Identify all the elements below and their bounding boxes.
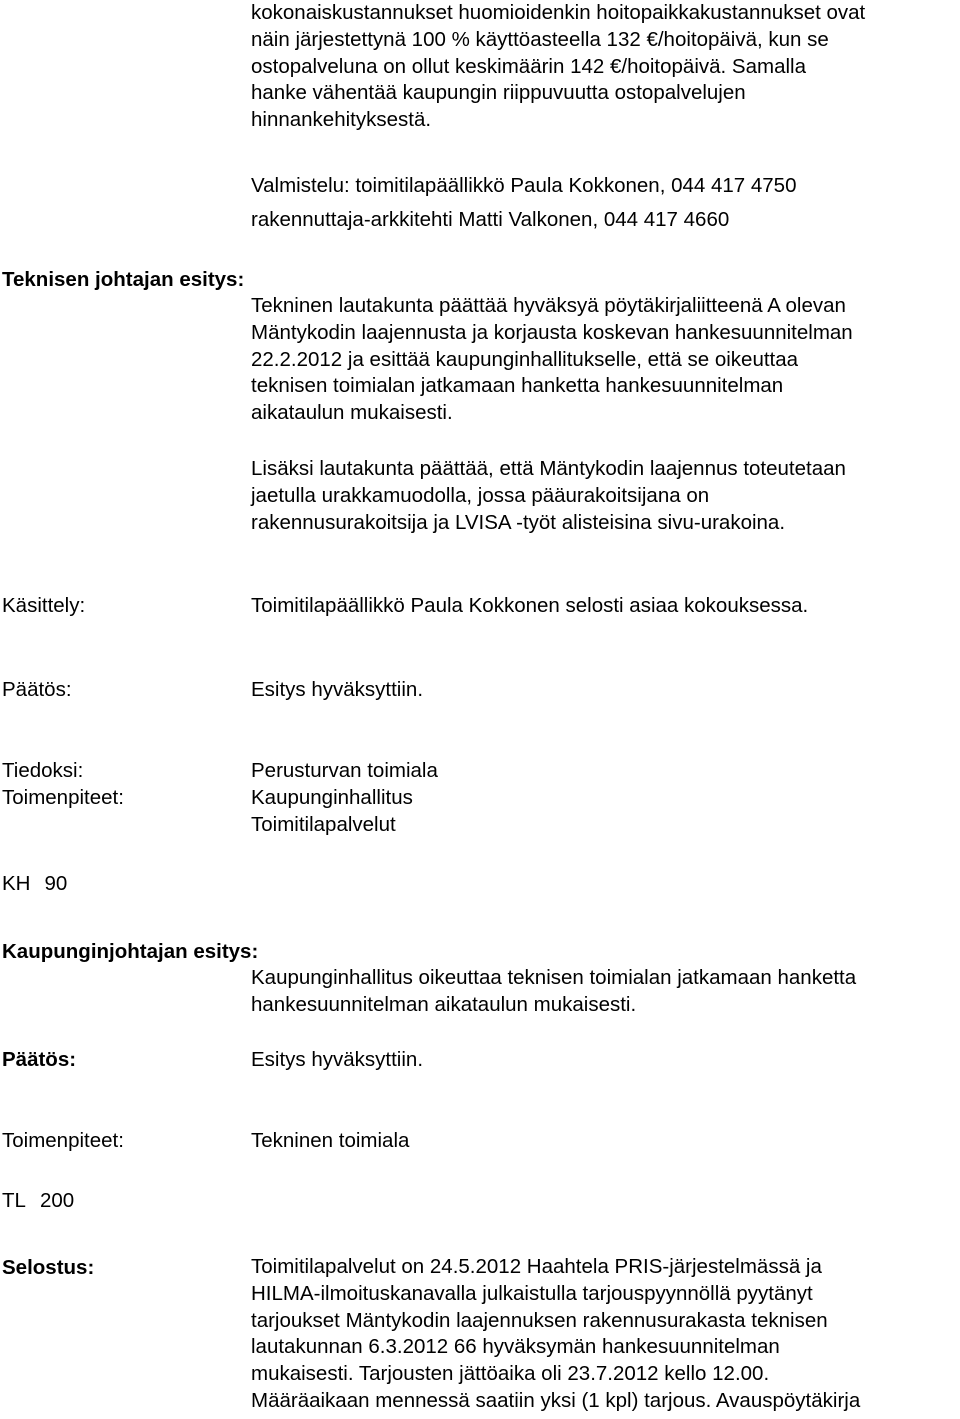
kasittely-text: Toimitilapäällikkö Paula Kokkonen selosti asiaa kokouksessa. [251,594,809,617]
tl-body: TL [2,1189,26,1212]
selostus-line: mukaisesti. Tarjousten jättöaika oli 23.7.2012 kello 12.00. [251,1362,770,1386]
kj-esitys-line: hankesuunnitelman aikataulun mukaisesti. [251,992,637,1016]
toimenpiteet-label: Toimenpiteet: [2,1129,124,1152]
intro-line: hanke vähentää kaupungin riippuvuutta ostopalvelujen [251,81,746,105]
paatos-label: Päätös: [2,1048,77,1071]
toimenpiteet-label: Toimenpiteet: [2,786,124,809]
tl-section-number: 200 [39,1189,75,1212]
valmistelu-line-2: rakennuttaja-arkkitehti Matti Valkonen, 044 417 4660 [251,208,730,231]
selostus-paragraph [251,1254,956,1415]
tj-esitys-line: jaetulla urakkamuodolla, jossa pääurakoitsijana on [251,483,710,507]
tj-esitys-line: Mäntykodin laajennusta ja korjausta koskevan hankesuunnitelman [251,320,853,344]
tj-esitys-paragraph-2 [251,456,956,536]
selostus-label: Selostus: [2,1256,95,1279]
intro-line: hinnankehityksestä. [251,108,432,132]
tl-section-heading [2,1187,74,1214]
toimenpiteet-text: Tekninen toimiala [251,1129,410,1152]
kh-section-number: 90 [44,872,68,895]
paatos-text: Esitys hyväksyttiin. [251,678,424,701]
selostus-line: HILMA-ilmoituskanavalla julkaistulla tarjouspyynnöllä pyytänyt [251,1281,813,1305]
paatos-label: Päätös: [2,678,72,701]
tj-esitys-paragraph-1 [251,293,956,427]
tiedoksi-item: Perusturvan toimiala [251,759,438,782]
kasittely-label: Käsittely: [2,594,86,617]
selostus-line: Toimitilapalvelut on 24.5.2012 Haahtela PRIS-järjestelmässä ja [251,1255,822,1278]
tj-esitys-line: teknisen toimialan jatkamaan hanketta hankesuunnitelman [251,374,784,398]
selostus-line: tarjoukset Mäntykodin laajennuksen rakennusurakasta teknisen [251,1308,828,1332]
kh-section-heading [2,870,67,897]
tj-esitys-label: Teknisen johtajan esitys: [2,268,245,291]
tiedoksi-item: Toimitilapalvelut [251,813,396,836]
intro-line: kokonaiskustannukset huomioidenkin hoitopaikkakustannukset ovat [251,1,866,24]
tj-esitys-line: aikataulun mukaisesti. [251,401,453,425]
kj-esitys-label: Kaupunginjohtajan esitys: [2,940,259,963]
intro-line: ostopalveluna on ollut keskimäärin 142 €/hoitopäivä. Samalla [251,54,806,78]
selostus-line: Määräaikaan mennessä saatiin yksi (1 kpl) tarjous. Avauspöytäkirja [251,1388,861,1412]
tj-esitys-line: 22.2.2012 ja esittää kaupunginhallitukselle, että se oikeuttaa [251,347,799,371]
tj-esitys-line: rakennusurakoitsija ja LVISA -työt alisteisina sivu-urakoina. [251,510,786,534]
tiedoksi-label: Tiedoksi: [2,759,84,782]
kh-body: KH [2,872,31,895]
kj-esitys-line: Kaupunginhallitus oikeuttaa teknisen toimialan jatkamaan hanketta [251,966,857,989]
selostus-line: lautakunnan 6.3.2012 66 hyväksymän hankesuunnitelman [251,1335,780,1359]
tj-esitys-line: Tekninen lautakunta päättää hyväksyä pöytäkirjaliitteenä A olevan [251,294,846,317]
tiedoksi-item: Kaupunginhallitus [251,786,413,809]
kj-esitys-paragraph [251,965,956,1019]
intro-line: näin järjestettynä 100 % käyttöasteella 132 €/hoitopäivä, kun se [251,27,829,51]
paatos-text: Esitys hyväksyttiin. [251,1048,424,1071]
intro-paragraph [251,0,956,134]
valmistelu-line-1: Valmistelu: toimitilapäällikkö Paula Kokkonen, 044 417 4750 [251,174,797,197]
tj-esitys-line: Lisäksi lautakunta päättää, että Mäntykodin laajennus toteutetaan [251,457,846,480]
